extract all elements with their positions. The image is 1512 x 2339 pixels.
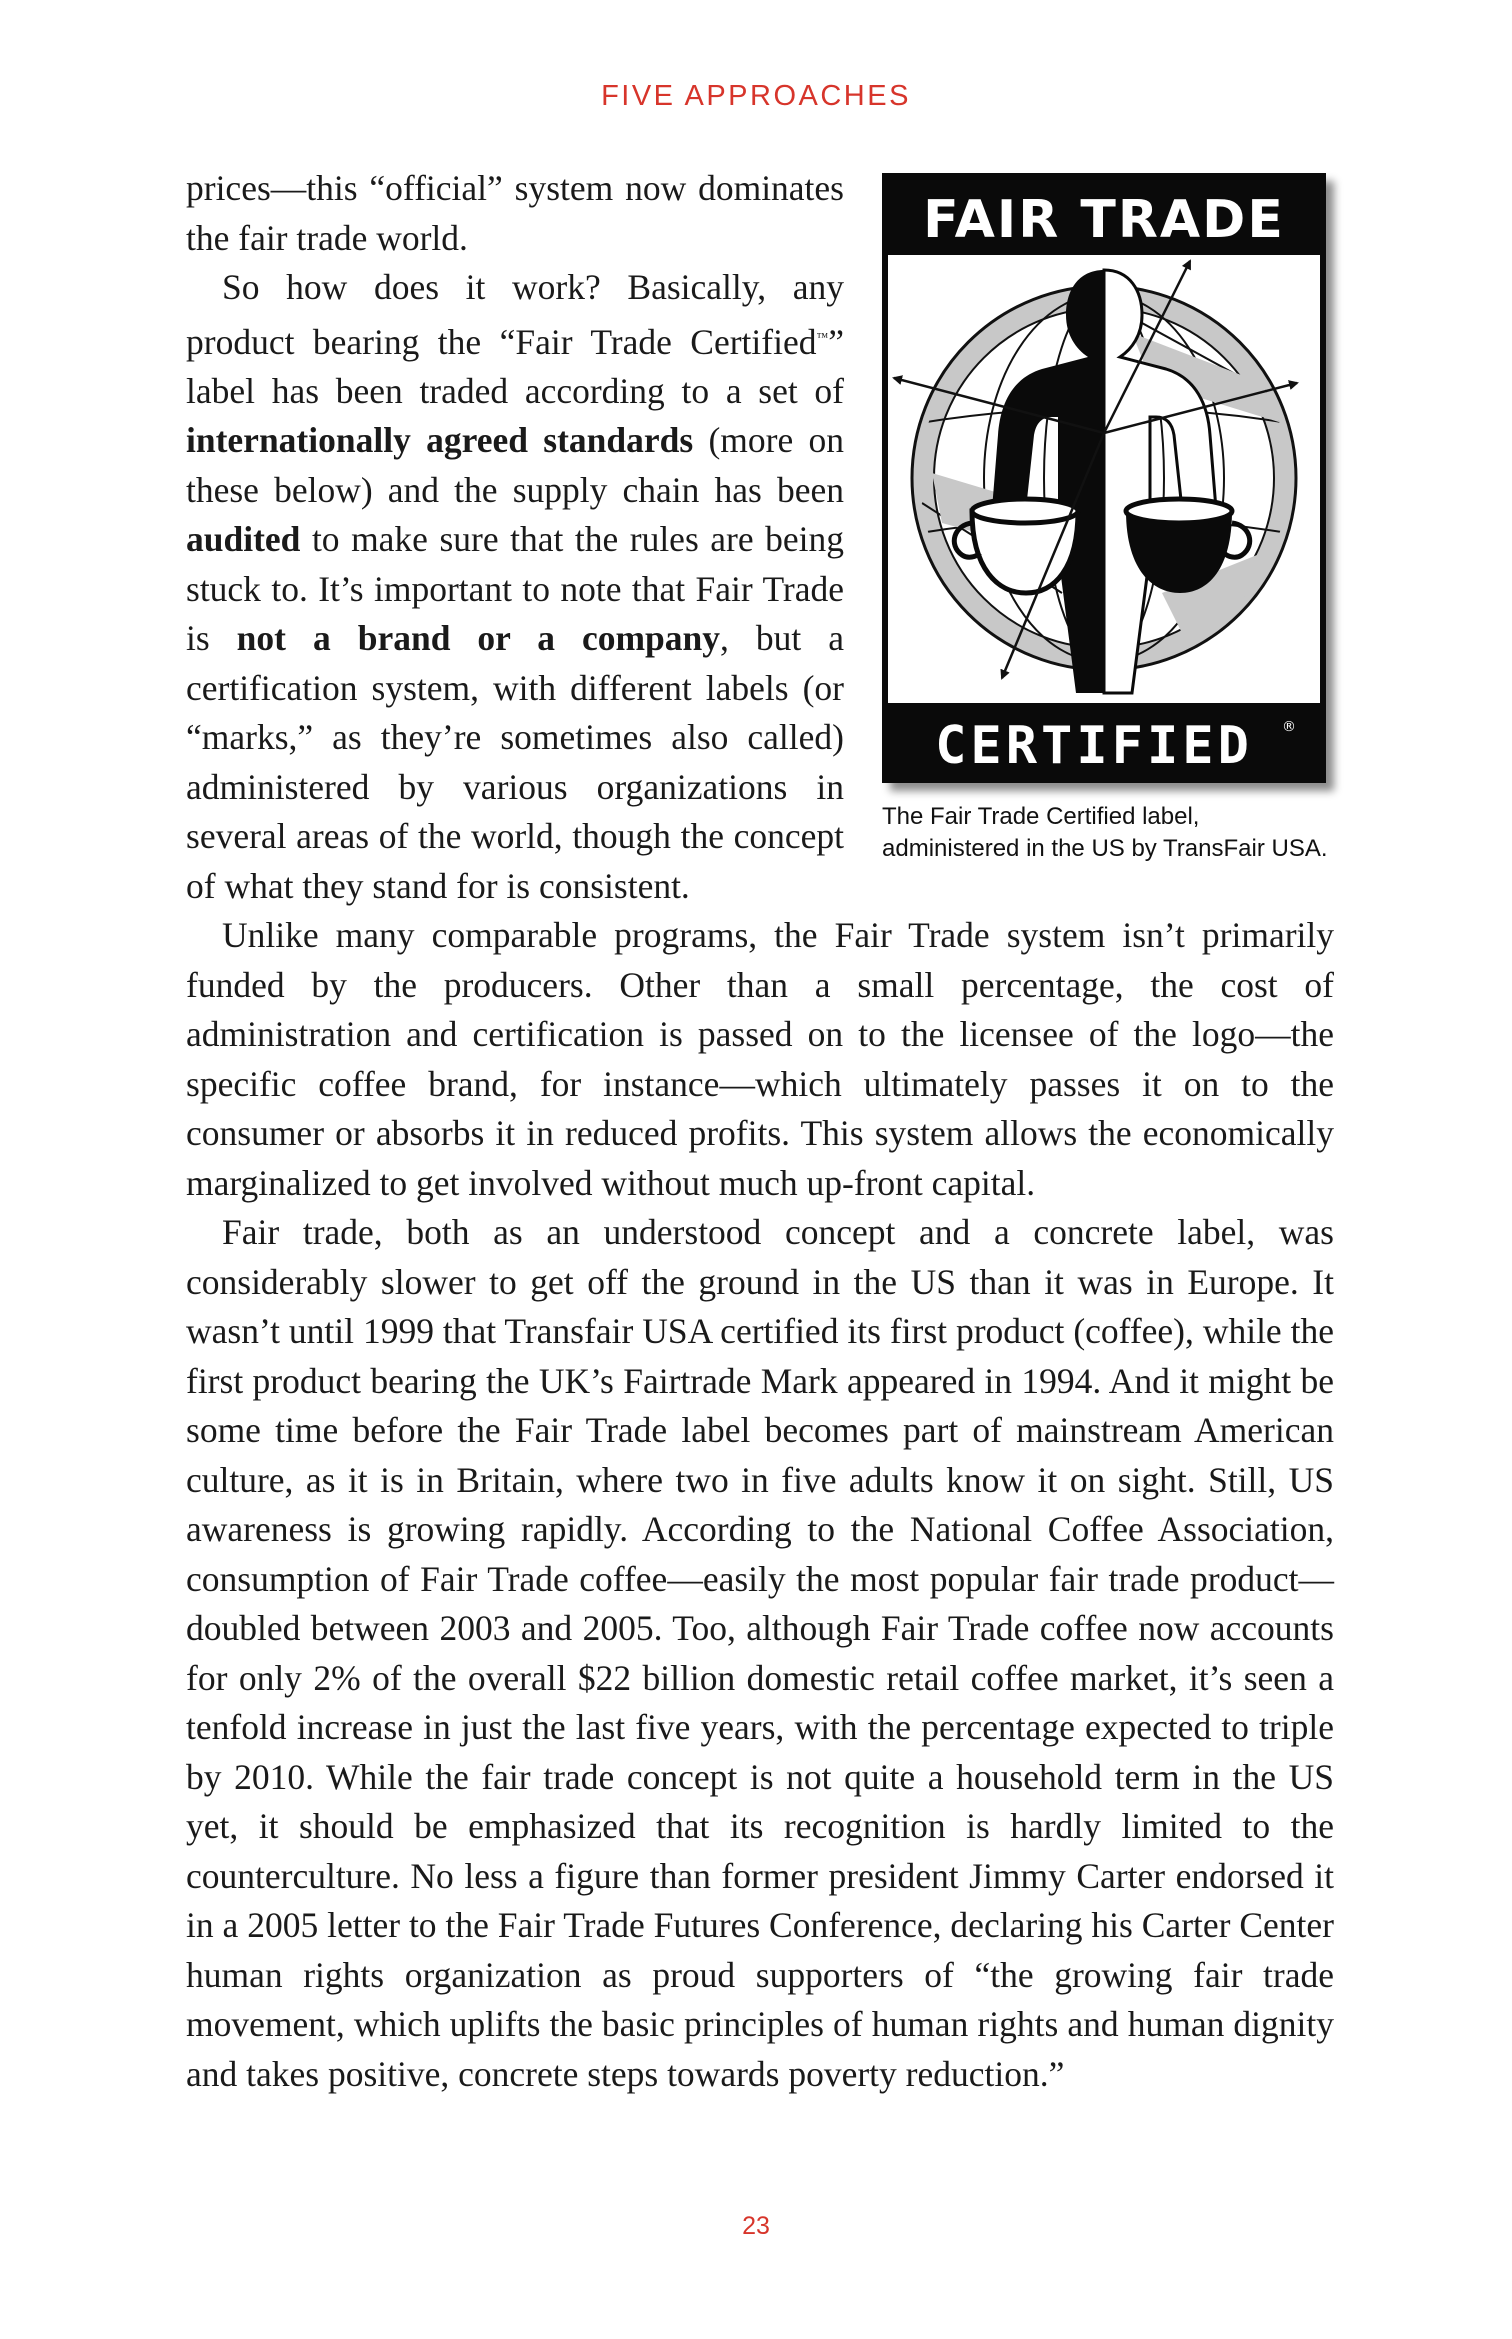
paragraph-3: Unlike many comparable programs, the Fair Trade system isn’t primarily funded by the producers. Other than a small percentage, the cost of administration and certification is passed on to the licensee of the logo—the specific coffee brand, for instance—which ultimately passes it on to the consumer or absorbs it in reduced profits. This system allows the economically marginalized to get involved without much up-front capital.	[186, 915, 1334, 1203]
registered-mark: ®	[1282, 719, 1296, 735]
page-number: 23	[742, 2212, 770, 2240]
bold-phrase: not a brand or a company	[236, 618, 721, 659]
body-text	[186, 164, 1334, 2099]
logo-top-text: FAIR TRADE	[923, 190, 1285, 250]
paragraph-2: So how does it work? Basically, any product bearing the “Fair Trade Certified™” label has been traded according to a set of internationally agreed standards (more on these below) and the supply chain has been audited to make sure that the rules are being stuck to. It’s important to note that Fair Trade is not a brand or a company, but a certification system, with different labels (or “marks,” as they’re sometimes also called) administered by various organizations in several areas of the world, though the concept of what they stand for is consistent.	[186, 267, 845, 906]
fair-trade-certified-logo	[882, 173, 1326, 783]
bold-phrase: audited	[186, 519, 301, 560]
logo-bottom-text: CERTIFIED	[935, 716, 1253, 776]
trademark-symbol: ™	[816, 329, 829, 344]
running-head: FIVE APPROACHES	[601, 80, 911, 112]
figure	[882, 173, 1334, 865]
paragraph-4: Fair trade, both as an understood concept and a concrete label, was considerably slower to get off the ground in the US than it was in Europe. It wasn’t until 1999 that Transfair USA certified its first product (coffee), while the first product bearing the UK’s Fairtrade Mark appeared in 1994. And it might be some time before the Fair Trade label becomes part of mainstream American culture, as it is in Britain, where two in five adults know it on sight. Still, US awareness is growing rapidly. According to the National Coffee Association, consumption of Fair Trade coffee—easily the most popular fair trade product—doubled between 2003 and 2005. Too, although Fair Trade coffee now accounts for only 2% of the overall $22 billion domestic retail coffee market, it’s seen a tenfold increase in just the last five years, with the percentage expected to triple by 2010. While the fair trade concept is not quite a household term in the US yet, it should be emphasized that its recognition is hardly limited to the counterculture. No less a figure than former president Jimmy Carter endorsed it in a 2005 letter to the Fair Trade Futures Conference, declaring his Carter Center human rights organization as proud supporters of “the growing fair trade movement, which uplifts the basic principles of human rights and human dignity and takes positive, concrete steps towards poverty reduction.”	[186, 1212, 1334, 2094]
figure-caption: The Fair Trade Certified label, administered in the US by TransFair USA.	[882, 803, 1328, 862]
paragraph-1: prices—this “official” system now dominates the fair trade world.	[186, 168, 844, 258]
bold-phrase: internationally agreed standards	[186, 420, 694, 461]
